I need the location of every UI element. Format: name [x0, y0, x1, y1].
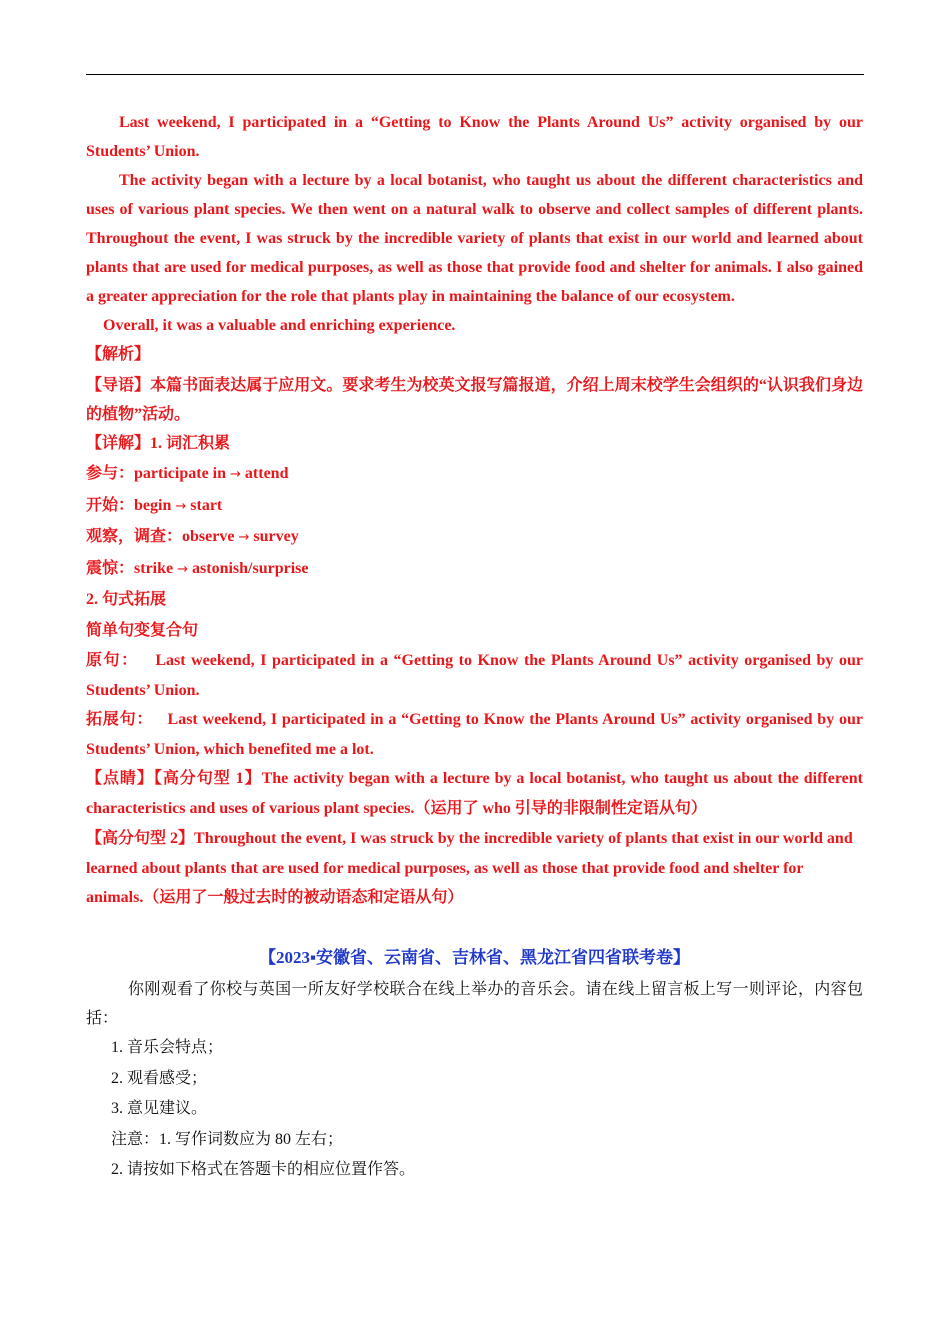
- detail-label: 【详解】: [86, 434, 151, 452]
- vocab-item: 参与：participate in → attend: [86, 465, 289, 482]
- vocab-item: 观察，调查：observe → survey: [86, 528, 299, 545]
- essay-paragraph-2: The activity began with a lecture by a local botanist, who taught us about the different characteristics and uses of various plant species. We then went on a natural walk to observe and collect samples of different plants. Throughout the event, I was struck by the incredible variety of plants that exist in our world and learned about plants that are used for medical purposes, as well as those that provide food and shelter for animals. I also gained a greater appreciation for the role that plants play in maintaining the balance of our ecosystem.: [86, 172, 863, 305]
- detail-heading: [86, 429, 863, 460]
- page-content: [86, 108, 863, 1186]
- arrow-icon: →: [238, 530, 250, 545]
- arrow-icon: →: [175, 498, 187, 514]
- header-rule: [86, 74, 864, 75]
- section-gap: [86, 913, 863, 943]
- essay-paragraph-3: Overall, it was a valuable and enriching experience.: [103, 317, 456, 334]
- note-line-1: 注意：1. 写作词数应为 80 左右；: [111, 1130, 344, 1148]
- analysis-heading: 【解析】: [86, 346, 151, 363]
- type1-note: （运用了 who 引导的非限制性定语从句）: [414, 800, 707, 817]
- requirement-item: 1. 音乐会特点；: [111, 1039, 224, 1057]
- type2-note: （运用了一般过去时的被动语态和定语从句）: [143, 889, 464, 907]
- guide-label: 【导语】: [86, 376, 151, 394]
- expanded-label: 拓展句：: [86, 711, 154, 728]
- original-label: 原句：: [86, 652, 139, 669]
- essay-paragraph-1: Last weekend, I participated in a “Getting to Know the Plants Around Us” activity organised by our Students’ Union.: [86, 114, 863, 160]
- arrow-icon: →: [230, 467, 241, 482]
- type2-text: Throughout the event, I was struck by the incredible variety of plants that exist in our world and learned about plants that are used for medical purposes, as well as those that provide food and shelter for animals.: [86, 830, 853, 907]
- vocab-item: 震惊：strike → astonish/surprise: [86, 559, 309, 577]
- expanded-sentence: [86, 705, 863, 764]
- vocab-item: 开始：begin → start: [86, 496, 223, 514]
- highlight-type1: [86, 764, 863, 824]
- type2-label: 【高分句型 2】: [86, 830, 195, 847]
- original-text: Last weekend, I participated in a “Getting to Know the Plants Around Us” activity organised by our Students’ Union.: [86, 652, 863, 699]
- section2-title: 2. 句式拓展: [86, 591, 167, 608]
- question-intro: 你刚观看了你校与英国一所友好学校联合在线上举办的音乐会。请在线上留言板上写一则评论，内容包括：: [86, 981, 863, 1028]
- type1-text: The activity began with a lecture by a local botanist, who taught us about the different characteristics and uses of various plant species.: [86, 770, 863, 817]
- section2-subtitle: 简单句变复合句: [86, 621, 199, 639]
- note-line-2: 2. 请按如下格式在答题卡的相应位置作答。: [111, 1161, 416, 1179]
- highlight-type2: [86, 824, 863, 913]
- type1-label: 【高分句型 1】: [153, 770, 262, 787]
- arrow-icon: →: [177, 561, 189, 577]
- highlight-label: 【点睛】: [86, 770, 154, 787]
- original-sentence: [86, 646, 863, 705]
- guide-paragraph: [86, 371, 863, 429]
- guide-text: 本篇书面表达属于应用文。要求考生为校英文报写篇报道，介绍上周末校学生会组织的“认识我们身边的植物”活动。: [86, 376, 863, 423]
- question-title: 【2023▪安徽省、云南省、吉林省、黑龙江省四省联考卷】: [258, 948, 691, 968]
- detail-title: 1. 词汇积累: [150, 434, 231, 452]
- requirement-item: 3. 意见建议。: [111, 1100, 208, 1118]
- expanded-text: Last weekend, I participated in a “Getting to Know the Plants Around Us” activity organised by our Students’ Union, which benefited me a lot.: [86, 711, 863, 758]
- requirement-item: 2. 观看感受；: [111, 1069, 208, 1087]
